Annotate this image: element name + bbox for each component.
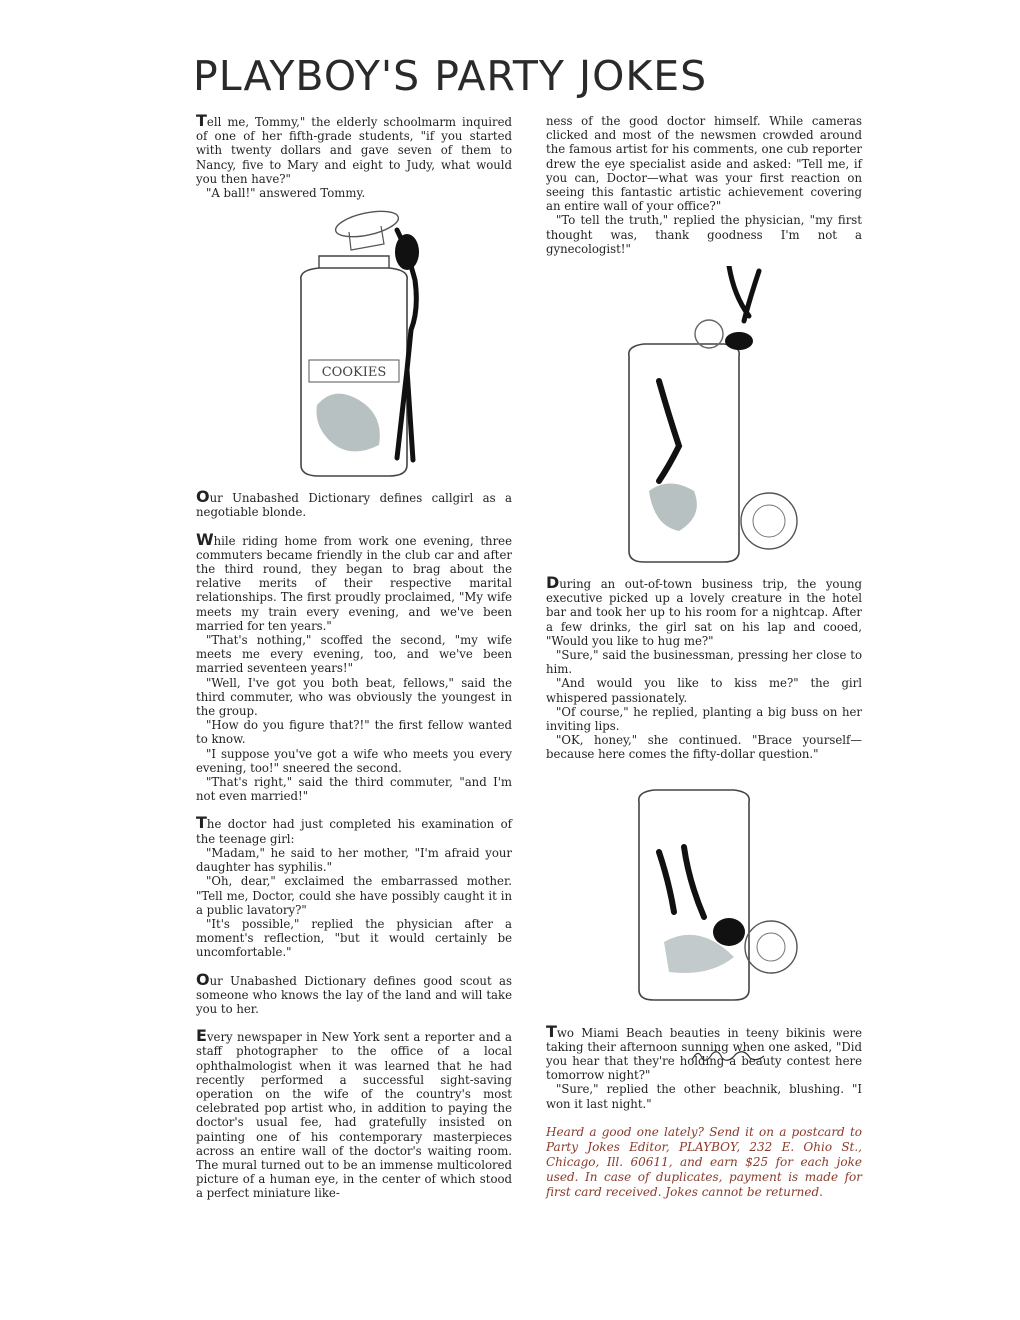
- joke-paragraph: "Sure," said the businessman, pressing her close to him.: [546, 648, 862, 677]
- joke-text: ur Unabashed Dictionary defines good scout as someone who knows the lay of the land and will take you to her.: [196, 973, 512, 1016]
- joke-paragraph: [546, 573, 862, 648]
- joke-paragraph: [196, 111, 512, 186]
- joke-paragraph: "To tell the truth," replied the physician, "my first thought was, thank goodness I'm not a gynecologist!": [546, 213, 862, 256]
- cookie-jar-illustration: [289, 210, 419, 480]
- joke-paragraph: "And would you like to kiss me?" the girl whispered passionately.: [546, 676, 862, 705]
- joke-paragraph: "A ball!" answered Tommy.: [206, 186, 366, 201]
- joke-paragraph: "Well, I've got you both beat, fellows," said the third commuter, who was obviously the youngest in the group.: [196, 675, 512, 719]
- joke-text: wo Miami Beach beauties in teeny bikinis were taking their afternoon sunning when one asked, "Did you hear that they're holding a beauty contest here tomorrow night?": [546, 1025, 862, 1083]
- joke-paragraph: [196, 813, 512, 846]
- joke-paragraph: "Oh, dear," exclaimed the embarrassed mother. "Tell me, Doctor, could she have possibly caught it in a public lavatory?": [196, 874, 512, 917]
- drop-cap: T: [196, 813, 207, 833]
- joke-paragraph: "Sure," replied the other beachnik, blushing. "I won it last night.": [546, 1082, 862, 1111]
- left-column: [196, 111, 512, 1201]
- joke-paragraph: "Of course," he replied, planting a big buss on her inviting lips.: [546, 704, 862, 734]
- joke-paragraph: "How do you figure that?!" the first fellow wanted to know.: [196, 718, 512, 747]
- joke-text: ell me, Tommy," the elderly schoolmarm inquired of one of her fifth-grade students, "if you started with twenty dollars and gave seven of them to Nancy, five to Mary and eight to Judy, what would you then have?": [196, 115, 512, 186]
- joke-text: ur Unabashed Dictionary defines callgirl as a negotiable blonde.: [196, 491, 512, 520]
- joke-paragraph: [196, 1026, 512, 1201]
- jar-diving-illustration: [609, 266, 799, 566]
- joke-paragraph: [196, 969, 512, 1017]
- joke-paragraph: ness of the good doctor himself. While cameras clicked and most of the newsmen crowded around the famous artist for his comments, one cub reporter drew the eye specialist aside and asked: "Tell me, if you can, Doctor—what was your first reaction on seeing this fantastic artistic achievement covering an entire wall of your office?": [546, 114, 862, 214]
- joke-paragraph: "It's possible," replied the physician after a moment's reflection, "but it would certainly be uncomfortable.": [196, 916, 512, 960]
- joke-text: hile riding home from work one evening, three commuters became friendly in the club car and after the third round, they began to brag about the relative merits of their respective marital relationships. The first proudly proclaimed, "My wife meets my train every evening, and we've been married for ten years.": [196, 533, 512, 633]
- drop-cap: T: [546, 1021, 557, 1041]
- drop-cap: D: [546, 573, 560, 593]
- drop-cap: T: [196, 111, 207, 130]
- jar-reclining-illustration: [609, 772, 799, 1002]
- joke-paragraph: [196, 487, 512, 520]
- joke-paragraph: "OK, honey," she continued. "Brace yourself—because here comes the fifty-dollar question.": [546, 733, 862, 762]
- drop-cap: O: [196, 969, 210, 989]
- joke-paragraph: "That's right," said the third commuter, "and I'm not even married!": [196, 775, 512, 804]
- joke-paragraph: "That's nothing," scoffed the second, "my wife meets me every evening, too, and we've been married seventeen years!": [196, 633, 512, 676]
- joke-paragraph: "I suppose you've got a wife who meets you every evening, too!" sneered the second.: [196, 746, 512, 775]
- submission-note: Heard a good one lately? Send it on a postcard to Party Jokes Editor, PLAYBOY, 232 E. Ohio St., Chicago, Ill. 60611, and earn $25 for each joke used. In case of duplicates, payment is made for first card received. Jokes cannot be returned.: [546, 1124, 862, 1199]
- drop-cap: W: [196, 529, 214, 549]
- joke-paragraph: "Madam," he said to her mother, "I'm afraid your daughter has syphilis.": [196, 845, 512, 875]
- joke-text: uring an out-of-town business trip, the young executive picked up a lovely creature in the hotel bar and took her up to his room for a nightcap. After a few drinks, the girl sat on his lap and cooed, "Would you like to hug me?": [546, 577, 862, 648]
- drop-cap: O: [196, 487, 210, 507]
- jar-label: COOKIES: [321, 365, 387, 381]
- page-title: PLAYBOY'S PARTY JOKES: [193, 52, 708, 100]
- drop-cap: E: [196, 1026, 207, 1046]
- joke-text: he doctor had just completed his examination of the teenage girl:: [196, 817, 512, 846]
- joke-paragraph: [196, 529, 512, 633]
- joke-text: very newspaper in New York sent a reporter and a staff photographer to the office of a local ophthalmologist when it was learned that he had recently performed a successful sight-saving operation on the wife of the country's most celebrated pop artist who, in addition to paying the doctor's usual fee, had gratefully insisted on painting one of his contemporary masterpieces across an entire wall of the doctor's waiting room. The mural turned out to be an immense multicolored picture of a human eye, in the center of which stood a perfect miniature like-: [196, 1030, 512, 1201]
- artist-signature: [688, 1046, 768, 1066]
